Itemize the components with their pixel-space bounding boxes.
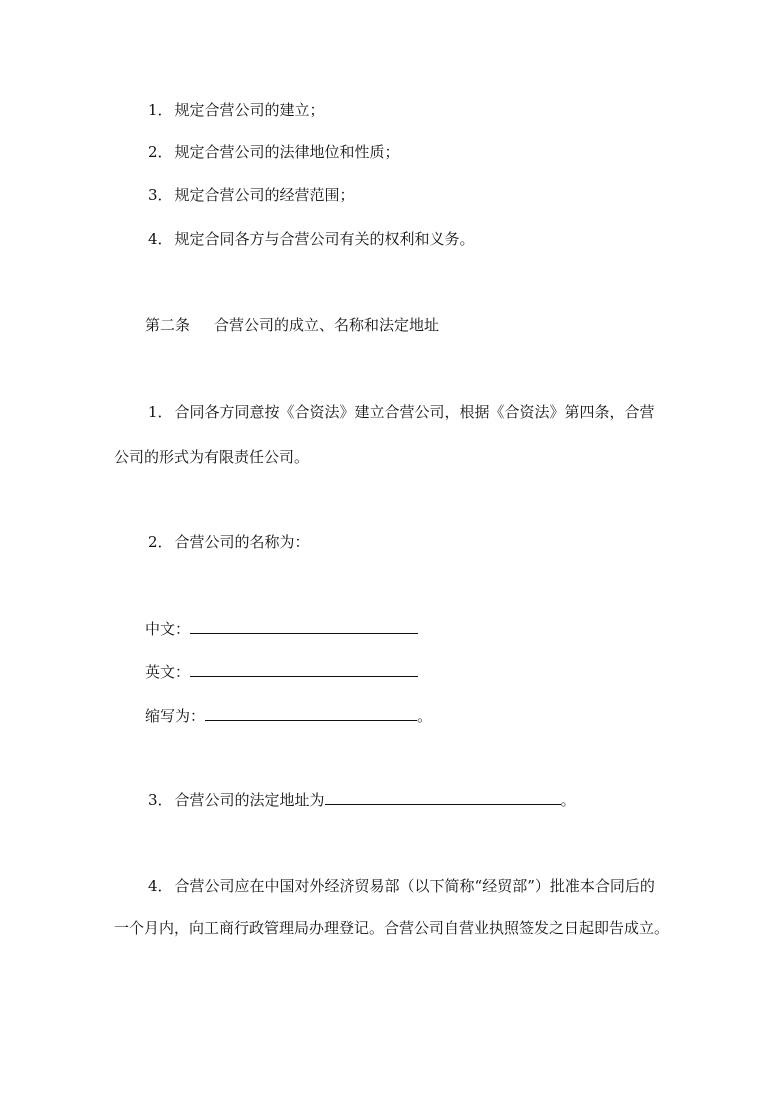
- item-number: 4．: [148, 230, 173, 248]
- scope-item-2: [148, 142, 400, 162]
- scope-item-3: [148, 185, 355, 205]
- address-blank[interactable]: [325, 790, 561, 805]
- english-name-label: 英文：: [145, 663, 191, 681]
- item-text: 规定合同各方与合营公司有关的权利和义务。: [174, 230, 475, 248]
- paragraph-text: 一个月内，向工商行政管理局办理登记。合营公司自营业执照签发之日起即告成立。: [114, 919, 670, 937]
- scope-item-4: [148, 229, 475, 249]
- item-number: 3．: [148, 186, 173, 204]
- english-name-field: [145, 662, 418, 682]
- item-number: 2．: [148, 143, 173, 161]
- item-text: 规定合营公司的经营范围；: [174, 186, 355, 204]
- paragraph-text: 公司的形式为有限责任公司。: [114, 448, 310, 466]
- paragraph-1-line-1: [148, 402, 655, 422]
- paragraph-text: 合营公司的法定地址为: [174, 791, 325, 809]
- chinese-name-field: [145, 619, 418, 639]
- paragraph-3: [148, 790, 576, 810]
- chinese-name-blank[interactable]: [190, 619, 418, 634]
- scope-item-1: [148, 100, 325, 120]
- chinese-name-label: 中文：: [145, 620, 191, 638]
- paragraph-number: 3．: [148, 791, 173, 809]
- paragraph-number: 4．: [148, 877, 173, 895]
- item-number: 1．: [148, 101, 173, 119]
- abbreviation-field: [145, 706, 432, 726]
- item-text: 规定合营公司的建立；: [174, 101, 325, 119]
- abbreviation-blank[interactable]: [205, 706, 417, 721]
- article-title: 合营公司的成立、名称和法定地址: [214, 316, 440, 334]
- article-number: 第二条: [145, 316, 191, 334]
- paragraph-1-line-2: [114, 447, 309, 467]
- paragraph-number: 2．: [148, 533, 173, 551]
- article-2-heading: [145, 315, 439, 335]
- paragraph-text: 合营公司的名称为：: [174, 533, 310, 551]
- paragraph-4-line-2: [114, 918, 669, 938]
- item-text: 规定合营公司的法律地位和性质；: [174, 143, 400, 161]
- paragraph-text: 合同各方同意按《合资法》建立合营公司，根据《合资法》第四条，合营: [174, 403, 655, 421]
- paragraph-4-line-1: [148, 876, 655, 896]
- english-name-blank[interactable]: [190, 662, 418, 677]
- abbreviation-label: 缩写为：: [145, 707, 206, 725]
- abbreviation-end: 。: [417, 707, 433, 725]
- paragraph-text: 合营公司应在中国对外经济贸易部（以下简称“经贸部”）批准本合同后的: [174, 877, 655, 895]
- paragraph-2: [148, 532, 310, 552]
- paragraph-end: 。: [560, 791, 576, 809]
- paragraph-number: 1．: [148, 403, 173, 421]
